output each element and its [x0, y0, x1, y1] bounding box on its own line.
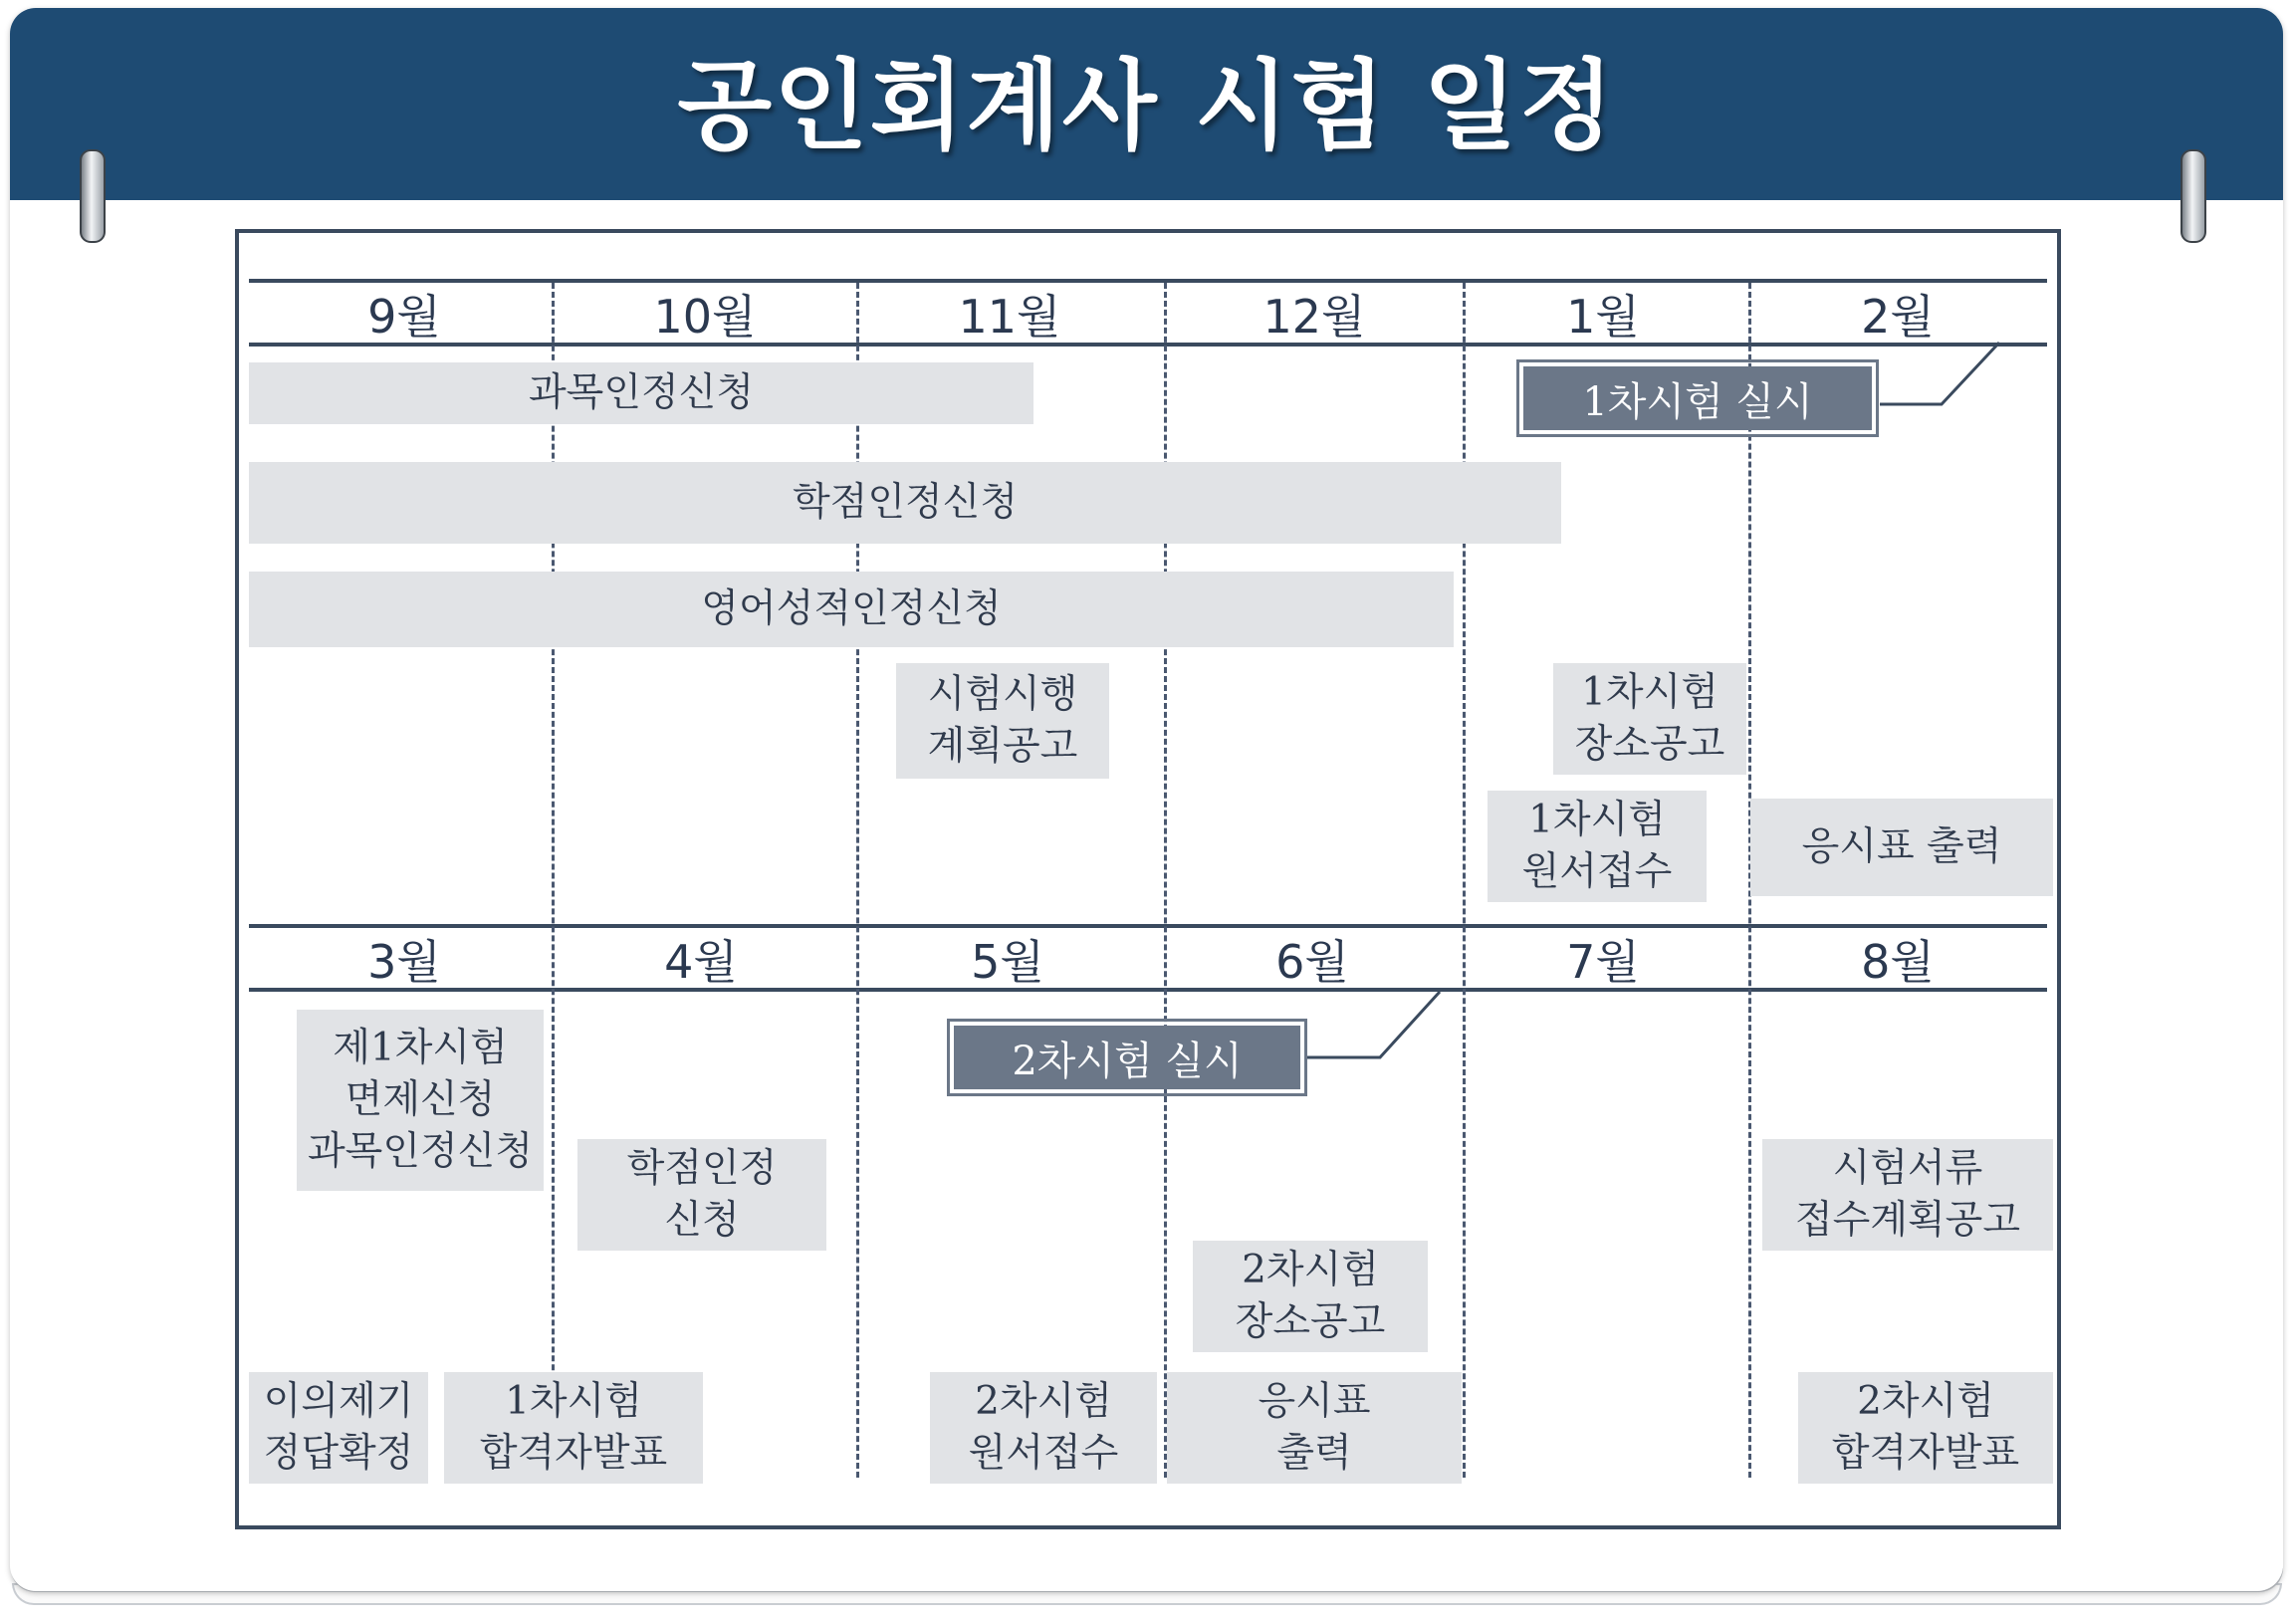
- month-label: 12월: [1262, 290, 1366, 344]
- month-label: 10월: [653, 290, 757, 344]
- schedule-board: [235, 229, 2061, 1529]
- event-label: 1차시험 실시: [1582, 378, 1813, 425]
- event-label: 장소공고: [1574, 722, 1725, 767]
- event-subject-certification: [249, 362, 1033, 424]
- page-title: 공인회계사 시험 일정: [677, 50, 1616, 163]
- month-label: 2월: [1861, 290, 1935, 344]
- event-label: 정답확정: [263, 1431, 414, 1476]
- event-label: 신청: [664, 1198, 740, 1243]
- month-label: 9월: [367, 290, 441, 344]
- event-first-venue-notice: [1553, 663, 1746, 775]
- event-label: 원서접수: [1521, 849, 1673, 894]
- event-label: 이의제기: [263, 1379, 414, 1424]
- event-label: 과목인정신청: [307, 1129, 534, 1174]
- event-label: 1차시험: [505, 1379, 642, 1424]
- month-label: 6월: [1275, 935, 1349, 989]
- event-second-venue-notice: [1193, 1241, 1428, 1352]
- first-exam-callout: [1880, 343, 1999, 404]
- event-label: 2차시험 실시: [1012, 1038, 1243, 1084]
- binder-ring-right: [2180, 149, 2206, 243]
- month-label: 1월: [1566, 290, 1640, 344]
- month-label: 5월: [971, 935, 1044, 989]
- event-credit-certification-2: [577, 1139, 826, 1251]
- event-second-application: [930, 1372, 1157, 1484]
- event-label: 2차시험: [1242, 1248, 1379, 1292]
- event-label: 원서접수: [968, 1431, 1119, 1476]
- calendar-header: [10, 8, 2283, 200]
- event-exam-plan-notice: [896, 663, 1109, 779]
- month-label: 11월: [958, 290, 1061, 344]
- event-ticket-print: [1750, 799, 2053, 896]
- month-label: 7월: [1566, 935, 1640, 989]
- event-label: 계획공고: [927, 724, 1078, 769]
- event-label: 1차시험: [1581, 670, 1719, 715]
- event-label: 시험서류: [1832, 1146, 1983, 1191]
- event-label: 합격자발표: [1831, 1431, 2020, 1476]
- month-label: 8월: [1861, 935, 1935, 989]
- event-objection-answer: [249, 1372, 428, 1484]
- event-first-pass-announcement: [444, 1372, 703, 1484]
- event-label: 응시표: [1258, 1379, 1371, 1424]
- event-second-ticket-print: [1167, 1372, 1462, 1484]
- first-exam-box: [1523, 366, 1872, 430]
- event-first-application: [1488, 791, 1707, 902]
- event-label: 영어성적인정신청: [701, 586, 1002, 631]
- event-docs-plan-notice: [1762, 1139, 2053, 1251]
- event-label: 2차시험: [975, 1379, 1112, 1424]
- calendar: [10, 8, 2283, 1591]
- event-credit-certification: [249, 462, 1561, 544]
- month-label: 4월: [664, 935, 738, 989]
- event-second-pass-announcement: [1798, 1372, 2053, 1484]
- event-first-exam-exemption: [297, 1010, 544, 1191]
- event-label: 시험시행: [927, 672, 1078, 717]
- event-label: 학점인정: [626, 1146, 778, 1191]
- event-label: 면제신청: [344, 1077, 496, 1122]
- event-label: 1차시험: [1528, 798, 1666, 842]
- second-exam-callout: [1306, 992, 1440, 1057]
- event-label: 접수계획공고: [1794, 1198, 2021, 1243]
- second-exam-box: [954, 1026, 1300, 1089]
- event-label: 제1차시험: [333, 1026, 508, 1070]
- event-english-certification: [249, 572, 1454, 647]
- event-label: 출력: [1276, 1431, 1352, 1476]
- event-label: 과목인정신청: [528, 370, 755, 415]
- event-label: 장소공고: [1235, 1299, 1386, 1344]
- month-label: 3월: [367, 935, 441, 989]
- event-label: 합격자발표: [479, 1431, 668, 1476]
- event-label: 2차시험: [1857, 1379, 1994, 1424]
- event-label: 학점인정신청: [792, 480, 1019, 525]
- binder-ring-left: [80, 149, 106, 243]
- event-label: 응시표 출력: [1801, 824, 2002, 869]
